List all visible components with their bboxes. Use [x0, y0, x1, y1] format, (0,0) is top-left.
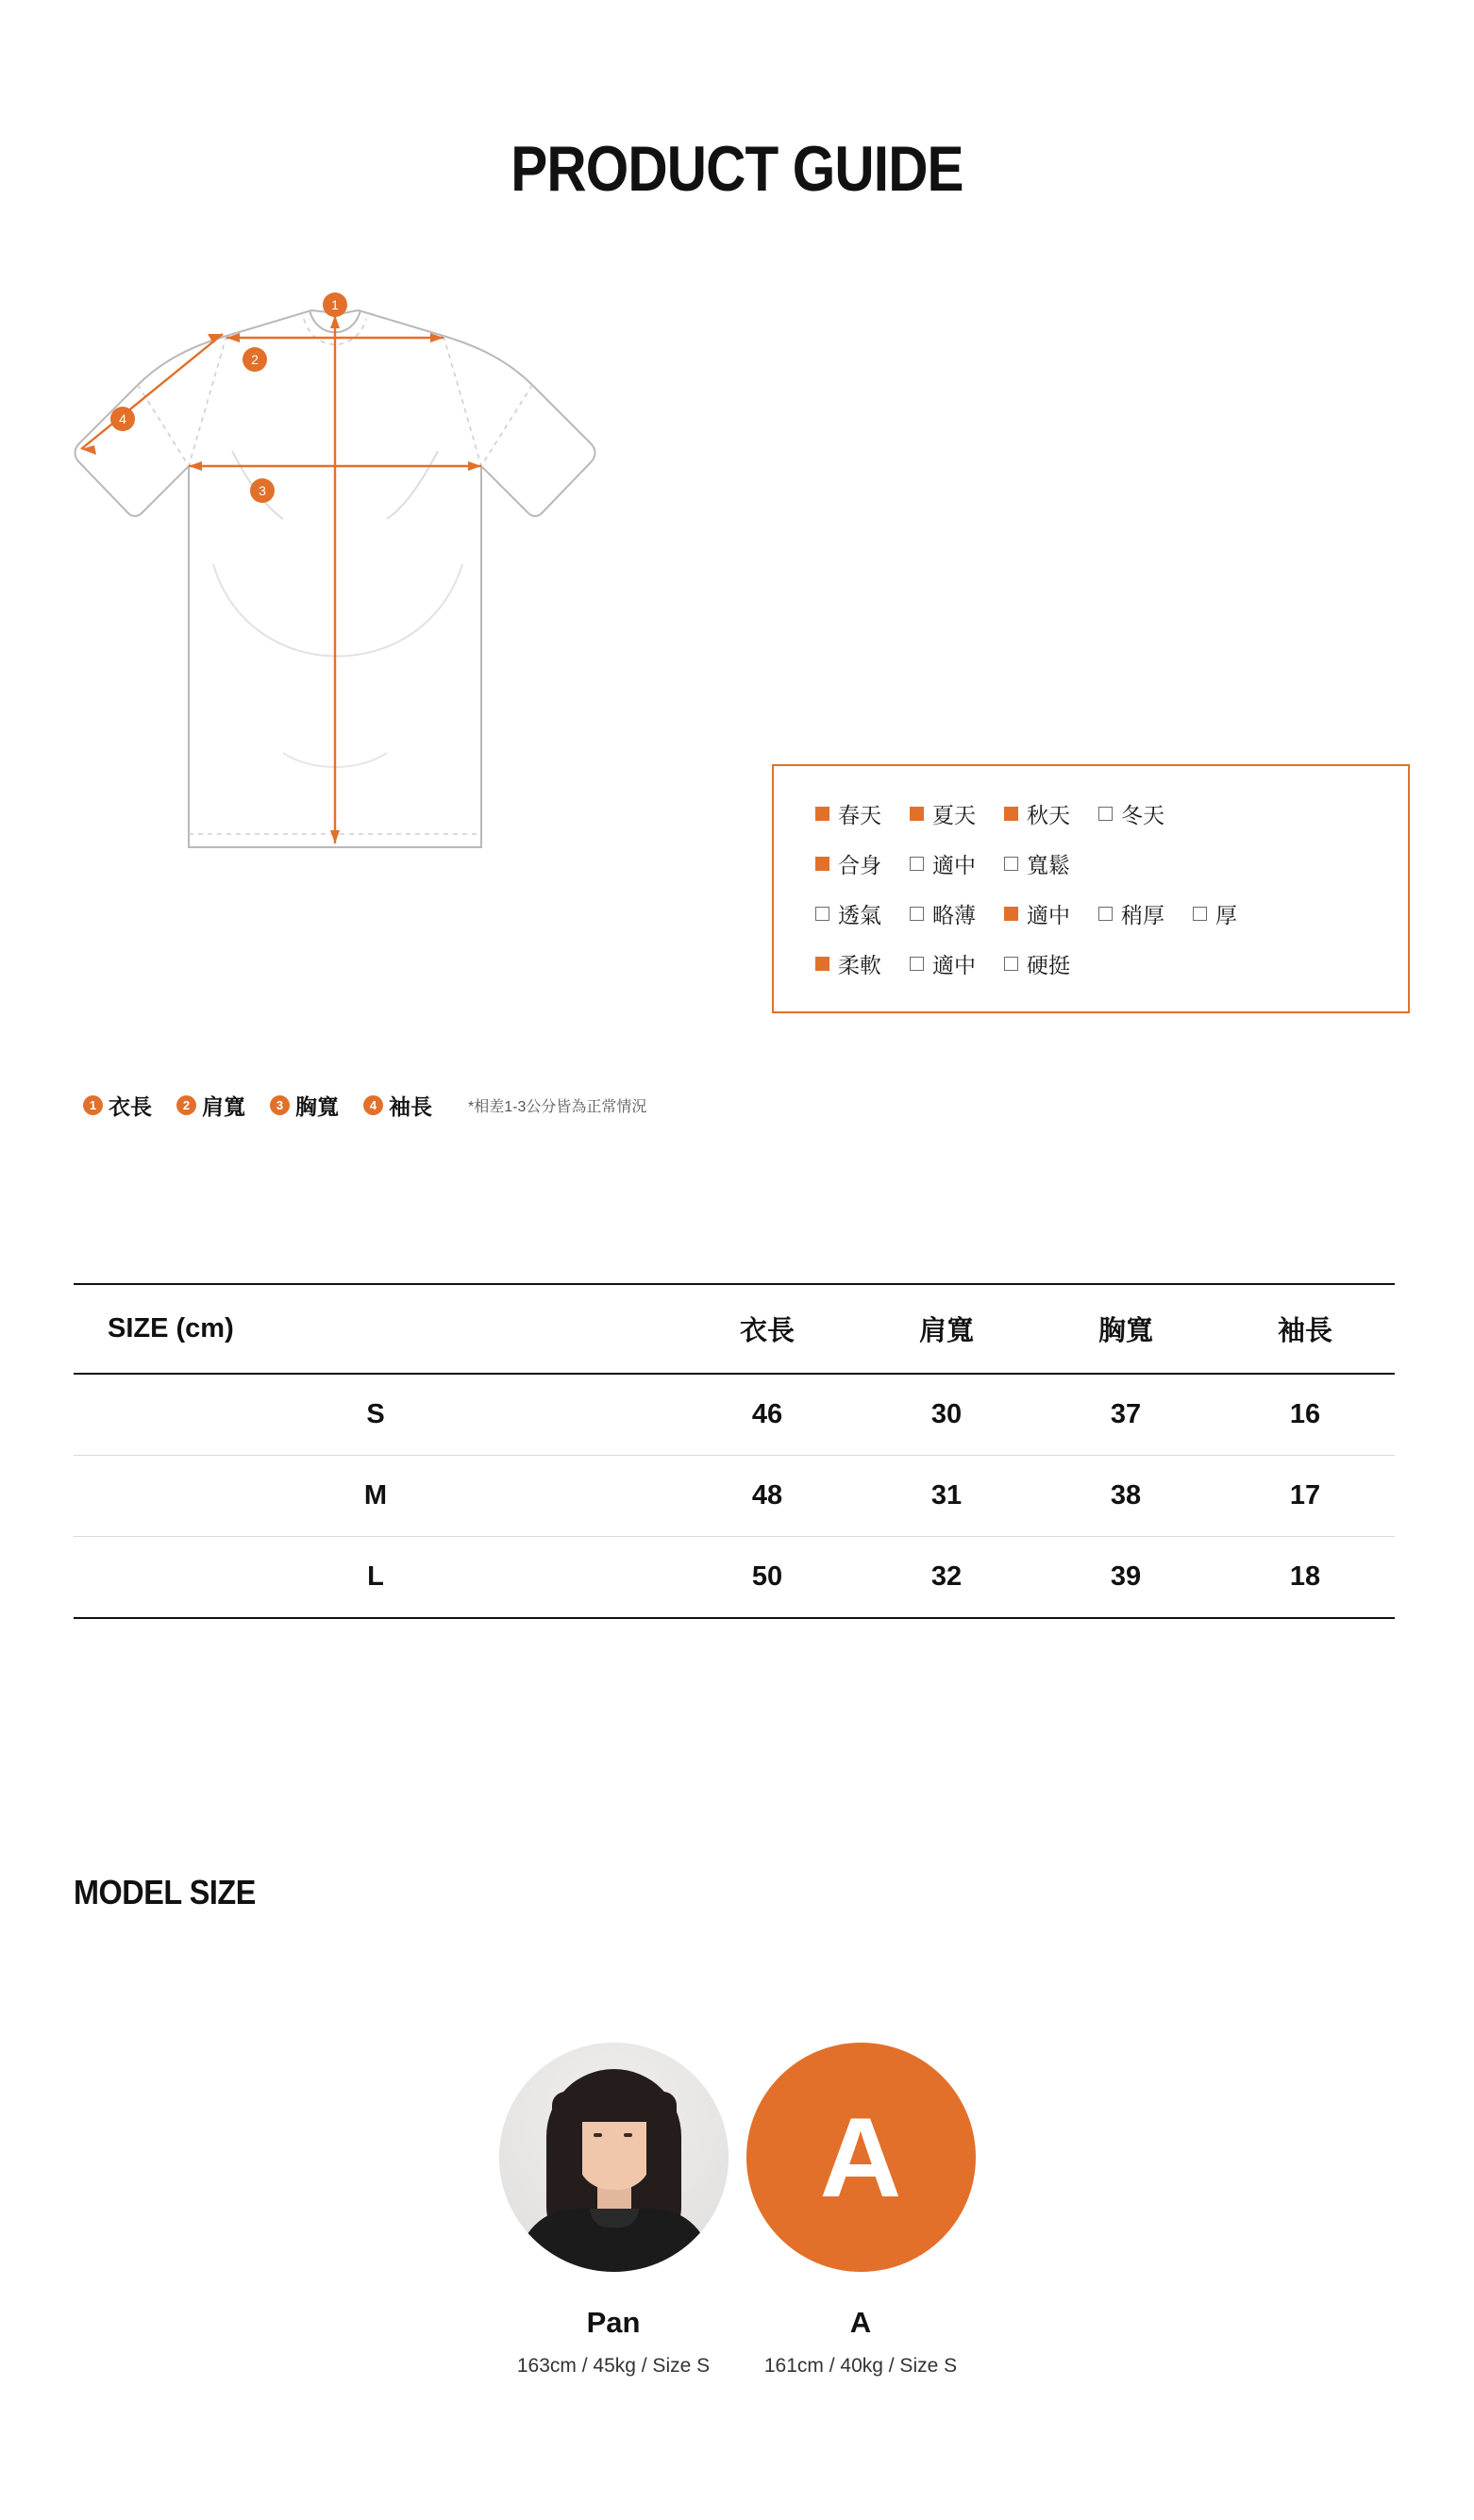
attribute-row-softness	[815, 948, 1366, 979]
legend-number-badge: 3	[270, 1095, 290, 1115]
model-photo	[499, 2043, 729, 2272]
avatar	[746, 2043, 976, 2272]
legend-label: 袖長	[389, 1094, 432, 1119]
legend-label: 胸寬	[295, 1094, 339, 1119]
attribute-label: 秋天	[1027, 803, 1070, 827]
marker-4	[110, 407, 135, 431]
checkbox-empty-icon	[910, 957, 924, 971]
attribute-item	[1098, 798, 1164, 829]
attribute-row-thickness	[815, 898, 1366, 929]
legend-number-badge: 2	[176, 1095, 196, 1115]
attribute-label: 適中	[932, 953, 976, 977]
legend-label: 衣長	[109, 1094, 152, 1119]
attribute-item	[1004, 948, 1070, 979]
checkbox-empty-icon	[1193, 907, 1207, 921]
attribute-item	[910, 948, 976, 979]
attribute-label: 春天	[838, 803, 881, 827]
table-header-row	[74, 1284, 1395, 1374]
attribute-label: 適中	[1027, 903, 1070, 927]
checkbox-filled-icon	[1004, 807, 1018, 821]
attribute-item	[910, 898, 976, 929]
attribute-label: 透氣	[838, 903, 881, 927]
legend-number-badge: 4	[363, 1095, 383, 1115]
column-header-size: SIZE (cm)	[74, 1284, 678, 1374]
cell-chest: 37	[1036, 1374, 1215, 1456]
cell-length: 46	[678, 1374, 857, 1456]
svg-text:1: 1	[331, 297, 339, 312]
cell-shoulder: 31	[857, 1456, 1036, 1537]
attribute-item	[1004, 798, 1070, 829]
attribute-label: 合身	[838, 853, 881, 877]
attribute-item	[1004, 898, 1070, 929]
checkbox-filled-icon	[815, 857, 829, 871]
column-header-sleeve: 袖長	[1215, 1284, 1395, 1374]
avatar	[499, 2043, 729, 2272]
cell-size: L	[74, 1537, 678, 1619]
checkbox-filled-icon	[815, 957, 829, 971]
legend-label: 肩寬	[202, 1094, 245, 1119]
checkbox-empty-icon	[910, 857, 924, 871]
attribute-label: 夏天	[932, 803, 976, 827]
attribute-item	[815, 948, 881, 979]
attribute-box	[772, 764, 1410, 1013]
attribute-label: 硬挺	[1027, 953, 1070, 977]
model-name: Pan	[586, 2306, 641, 2339]
model-spec: 163cm / 45kg / Size S	[516, 2355, 711, 2377]
marker-1	[323, 292, 347, 317]
checkbox-empty-icon	[815, 907, 829, 921]
table-row	[74, 1456, 1395, 1537]
checkbox-filled-icon	[910, 807, 924, 821]
diagram-legend	[83, 1090, 646, 1121]
checkbox-empty-icon	[1098, 907, 1113, 921]
attribute-item	[815, 848, 881, 879]
attribute-item	[815, 898, 881, 929]
model-size-heading: MODEL SIZE	[74, 1873, 256, 1911]
photo-bangs	[571, 2080, 658, 2122]
attribute-label: 略薄	[932, 903, 976, 927]
checkbox-empty-icon	[910, 907, 924, 921]
cell-size: M	[74, 1456, 678, 1537]
attribute-row-season	[815, 798, 1366, 829]
checkbox-empty-icon	[1098, 807, 1113, 821]
legend-item	[83, 1090, 152, 1121]
table-row	[74, 1374, 1395, 1456]
photo-eye-right	[624, 2133, 632, 2137]
tshirt-illustration	[47, 281, 745, 904]
checkbox-filled-icon	[815, 807, 829, 821]
model-list	[0, 2043, 1474, 2378]
checkbox-empty-icon	[1004, 857, 1018, 871]
model-name: A	[849, 2306, 872, 2339]
attribute-item	[1193, 898, 1237, 929]
attribute-row-fit	[815, 848, 1366, 879]
size-chart-table	[74, 1283, 1395, 1619]
attribute-label: 柔軟	[838, 953, 881, 977]
svg-text:4: 4	[119, 411, 126, 426]
tshirt-measurement-diagram	[0, 281, 1474, 998]
legend-number-badge: 1	[83, 1095, 103, 1115]
attribute-label: 厚	[1215, 903, 1237, 927]
cell-chest: 38	[1036, 1456, 1215, 1537]
attribute-item	[1098, 898, 1164, 929]
attribute-item	[815, 798, 881, 829]
marker-3	[250, 478, 275, 503]
cell-chest: 39	[1036, 1537, 1215, 1619]
column-header-length: 衣長	[678, 1284, 857, 1374]
attribute-item	[910, 848, 976, 879]
cell-sleeve: 16	[1215, 1374, 1395, 1456]
marker-2	[243, 347, 267, 372]
model-spec: 161cm / 40kg / Size S	[763, 2355, 958, 2377]
column-header-chest: 胸寬	[1036, 1284, 1215, 1374]
attribute-item	[910, 798, 976, 829]
cell-length: 50	[678, 1537, 857, 1619]
legend-item	[363, 1090, 432, 1121]
attribute-label: 寬鬆	[1027, 853, 1070, 877]
cell-sleeve: 18	[1215, 1537, 1395, 1619]
legend-item	[176, 1090, 245, 1121]
column-header-shoulder: 肩寬	[857, 1284, 1036, 1374]
table-row	[74, 1537, 1395, 1619]
attribute-label: 稍厚	[1121, 903, 1164, 927]
page-title: PRODUCT GUIDE	[511, 133, 963, 205]
cell-size: S	[74, 1374, 678, 1456]
cell-sleeve: 17	[1215, 1456, 1395, 1537]
model-card-a	[743, 2043, 979, 2378]
attribute-label: 冬天	[1121, 803, 1164, 827]
photo-eye-left	[594, 2133, 602, 2137]
svg-text:3: 3	[259, 483, 266, 498]
model-card-pan	[495, 2043, 731, 2378]
avatar-initial: A	[819, 2094, 902, 2221]
cell-length: 48	[678, 1456, 857, 1537]
legend-note: *相差1-3公分皆為正常情況	[468, 1099, 647, 1115]
cell-shoulder: 32	[857, 1537, 1036, 1619]
svg-text:2: 2	[251, 352, 259, 367]
checkbox-empty-icon	[1004, 957, 1018, 971]
checkbox-filled-icon	[1004, 907, 1018, 921]
attribute-label: 適中	[932, 853, 976, 877]
legend-item	[270, 1090, 339, 1121]
attribute-item	[1004, 848, 1070, 879]
cell-shoulder: 30	[857, 1374, 1036, 1456]
